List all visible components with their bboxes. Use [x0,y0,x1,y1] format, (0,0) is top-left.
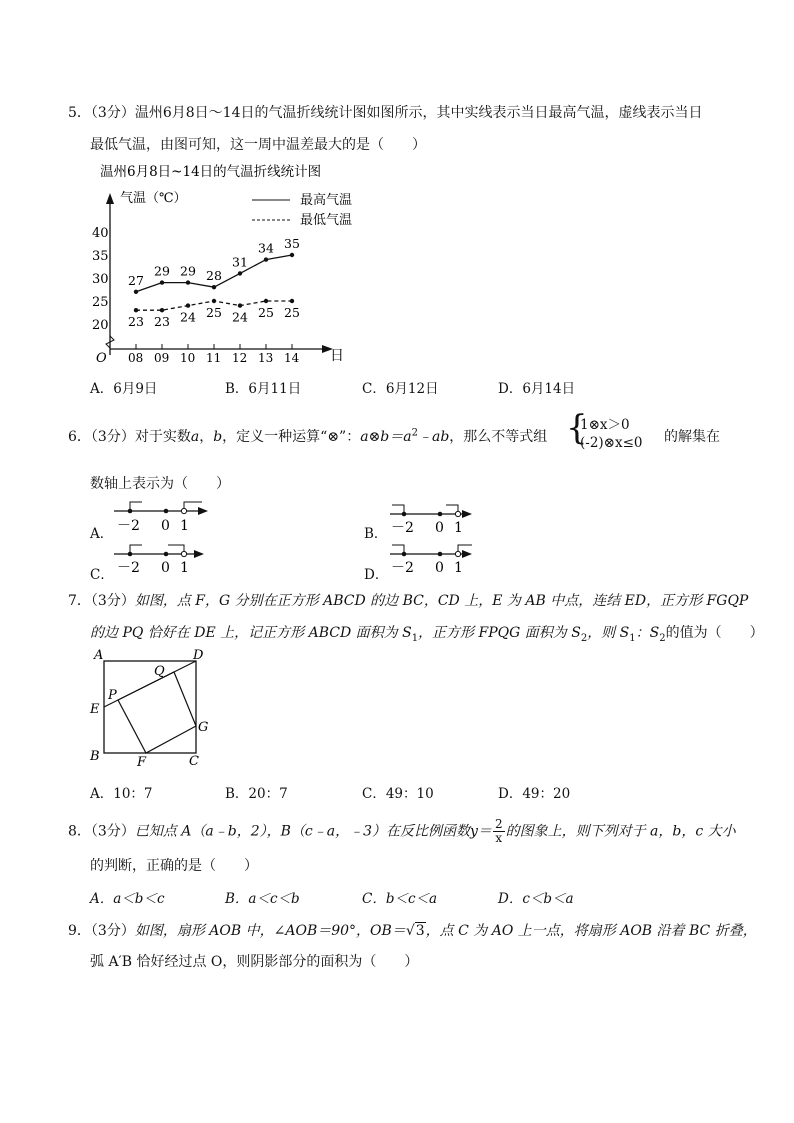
q7-figure [86,645,216,770]
point-0 [164,552,169,557]
y-tick-label: 40 [92,226,109,241]
data-point [238,303,242,307]
q8-fraction [493,818,505,845]
q7-number: 7． [68,593,91,609]
q8-number: 8． [68,823,91,840]
label-neg2: －2 [117,560,140,575]
label-neg2: －2 [391,520,414,535]
q7-sub-3: 1 [629,632,636,644]
data-point [212,285,216,289]
point-1 [455,511,460,516]
q6-line-2: 数轴上表示为（ ） [90,476,230,492]
axis-arrow [198,507,208,515]
q5-text-a: 温州6月8日～14日的气温折线统计图如图所示，其中实线表示当日最高气温，虚线表示当日 [134,105,703,121]
q8-line-2: 的判断，正确的是（ ） [90,858,258,874]
point-neg2 [402,512,407,517]
sqrt-radical-icon: √ [405,923,415,939]
q8-option-d[interactable]: D．c＜b＜a [498,891,574,907]
q9-text-a-1: 如图，扇形 AOB 中，∠AOB＝90°，OB＝ [134,923,406,939]
data-point [160,308,164,312]
x-axis-label: 日 [330,348,344,364]
q6-option-d[interactable]: D． [364,567,389,583]
q8-text-a-2: 的图象上，则下列对于 a，b，c 大小 [505,823,736,840]
q5-chart [90,160,380,372]
data-label: 24 [232,309,248,325]
series-group [128,236,300,329]
legend-series-2: 最低气温 [300,213,353,228]
point-neg2 [402,552,407,557]
point-1 [455,551,460,556]
q7-text-b-4: ：S [635,625,660,641]
point-neg2 [128,552,133,557]
q8-fn-num: 2 [494,817,503,831]
label-c: C [189,754,199,769]
label-d: D [193,648,204,663]
q7-option-a[interactable]: A．10：7 [90,786,153,802]
q7-sub-1: 1 [411,632,419,644]
q8-fn-y: y＝ [470,823,492,840]
q8-line-1 [68,818,736,845]
label-1: 1 [454,560,463,575]
data-label: 24 [180,309,196,325]
q7-text-b-5: 的值为（ ） [665,625,764,641]
q8-text-a-1: 已知点 A（a﹣b，2），B（c﹣a，﹣3）在反比例函数 [134,823,471,840]
label-0: 0 [161,560,170,575]
label-0: 0 [435,520,444,535]
q5-option-c[interactable]: C．6月12日 [362,381,439,397]
q8-option-a[interactable]: A．a＜b＜c [90,891,165,907]
label-e: E [90,702,100,717]
q6-system-1: 1⊗x＞0 [580,417,630,433]
q7-text-a: 如图，点 F，G 分别在正方形 ABCD 的边 BC，CD 上，E 为 AB 中点，连结 ED，正方形 FGQP [134,593,749,609]
q6-option-a[interactable]: A． [90,526,114,542]
data-label: 29 [180,263,196,279]
q7-sub-2: 2 [580,632,588,644]
y-axis-label: 气温（℃） [120,191,187,206]
label-neg2: －2 [117,518,140,534]
x-ticks [128,344,300,365]
axis-arrow [462,510,472,518]
square-fgqp [118,672,196,753]
label-g: G [198,720,209,735]
q7-option-c[interactable]: C．49：10 [362,786,434,802]
label-1: 1 [454,520,463,535]
q6-text-mid: ，定义一种运算“⊗”： [222,429,361,445]
data-point [264,257,268,261]
q9-line-1 [68,920,757,940]
data-point [186,303,190,307]
data-label: 35 [284,236,300,251]
axis-arrow [462,550,472,558]
q6-numberline-d[interactable] [388,539,488,575]
data-label: 25 [258,305,274,320]
q7-sub-4: 2 [659,632,666,644]
data-point [290,253,294,257]
q7-score: （3分） [90,593,135,609]
q8-option-b[interactable]: B．a＜c＜b [225,891,300,907]
label-p: P [108,688,117,703]
q7-option-d[interactable]: D．49：20 [498,786,571,802]
data-point [134,308,138,312]
y-tick-label: 35 [92,249,109,264]
q6-option-b[interactable]: B． [364,526,388,542]
q6-def: a⊗b＝a [360,429,412,445]
label-b: B [90,749,100,764]
data-label: 29 [154,263,170,279]
data-point [290,299,294,303]
data-label: 25 [206,305,222,320]
x-tick-label: 14 [284,351,300,365]
q5-number: 5． [68,105,91,121]
legend-series-1: 最高气温 [300,193,353,208]
label-a: A [94,648,104,663]
x-tick-label: 11 [206,351,222,365]
q7-option-b[interactable]: B．20：7 [225,786,288,802]
q6-numberline-b[interactable] [388,499,488,535]
q6-text-pre: 对于实数 [134,429,191,445]
data-label: 25 [284,305,300,320]
q6-var-b: b [213,429,223,445]
q6-number: 6． [68,429,91,445]
label-q: Q [154,664,165,679]
q6-def-tail: ﹣ab [417,429,450,445]
q6-brace: { [566,408,588,448]
axis-arrow [194,550,204,558]
x-tick-label: 12 [232,351,248,365]
q7-line-1 [68,590,748,610]
q5-option-a[interactable]: A．6月9日 [90,381,158,397]
data-point [212,299,216,303]
y-axis-arrow [106,193,114,204]
q7-line-2 [90,622,764,644]
point-1 [181,508,186,513]
chart-title: 温州6月8日~14日的气温折线统计图 [100,164,322,180]
q9-sqrt-val: 3 [415,923,425,939]
q9-number: 9． [68,923,91,939]
q5-score: （3分） [90,105,135,121]
q5-option-b[interactable]: B．6月11日 [225,381,302,397]
y-tick-label: 20 [92,318,109,333]
data-label: 27 [128,272,144,288]
q8-option-c[interactable]: C．b＜c＜a [362,891,438,907]
label-0: 0 [161,518,170,534]
label-neg2: －2 [391,560,414,575]
q5-line-2: 最低气温，由图可知，这一周中温差最大的是（ ） [90,137,426,153]
q6-system-2: (-2)⊗x≤0 [580,435,643,451]
q7-text-b-2: ，正方形 FPQG 面积为 S [418,625,581,641]
q6-def-sup: 2 [411,427,418,439]
label-0: 0 [435,560,444,575]
y-tick-label: 25 [92,295,109,310]
q6-numberline-c[interactable] [112,539,212,575]
data-point [160,280,164,284]
data-label: 34 [258,240,274,256]
q7-text-b-1: 的边 PQ 恰好在 DE 上，记正方形 ABCD 面积为 S [90,625,412,641]
q9-line-2: 弧 A′B 恰好经过点 O，则阴影部分的面积为（ ） [90,954,419,970]
point-1 [181,551,186,556]
data-point [238,271,242,275]
x-tick-label: 10 [180,351,196,365]
q9-text-a-2: ，点 C 为 AO 上一点，将扇形 AOB 沿着 BC 折叠， [425,923,757,939]
data-label: 31 [232,254,248,270]
q9-sqrt [406,923,426,939]
data-point [264,299,268,303]
q6-option-c[interactable]: C． [90,567,114,583]
q8-fn-den: x [495,831,503,845]
q8-score: （3分） [90,823,135,840]
q6-numberline-a[interactable] [112,499,212,535]
point-0 [438,512,443,517]
data-label: 28 [206,268,222,284]
q9-score: （3分） [90,923,135,939]
q6-var-a: a [190,429,200,445]
x-tick-label: 13 [258,351,274,365]
x-tick-label: 08 [128,351,144,365]
point-0 [164,509,169,514]
label-1: 1 [180,560,189,575]
q6-score: （3分） [90,429,135,445]
q6-line-1: 6．（3分）对于实数a，b，定义一种运算“⊗”：$a\otimes b=a^2﹣ab$，那么不等式组 [68,427,548,445]
data-label: 23 [154,314,170,330]
square-abcd [104,661,196,753]
q5-option-d[interactable]: D．6月14日 [498,381,576,397]
data-point [186,280,190,284]
label-f: F [137,755,147,770]
point-neg2 [128,509,133,514]
q5-line-1 [68,102,702,122]
y-ticks [92,226,109,333]
data-label: 23 [128,314,144,330]
q6-text-post: ，那么不等式组 [449,429,548,445]
label-1: 1 [180,518,189,534]
y-tick-label: 30 [92,272,109,287]
q7-text-b-3: ，则 S [587,625,630,641]
data-point [134,290,138,294]
origin-label: O [96,351,107,366]
x-tick-label: 09 [154,351,170,365]
point-0 [438,552,443,557]
q6-text-end: 的解集在 [664,429,720,445]
